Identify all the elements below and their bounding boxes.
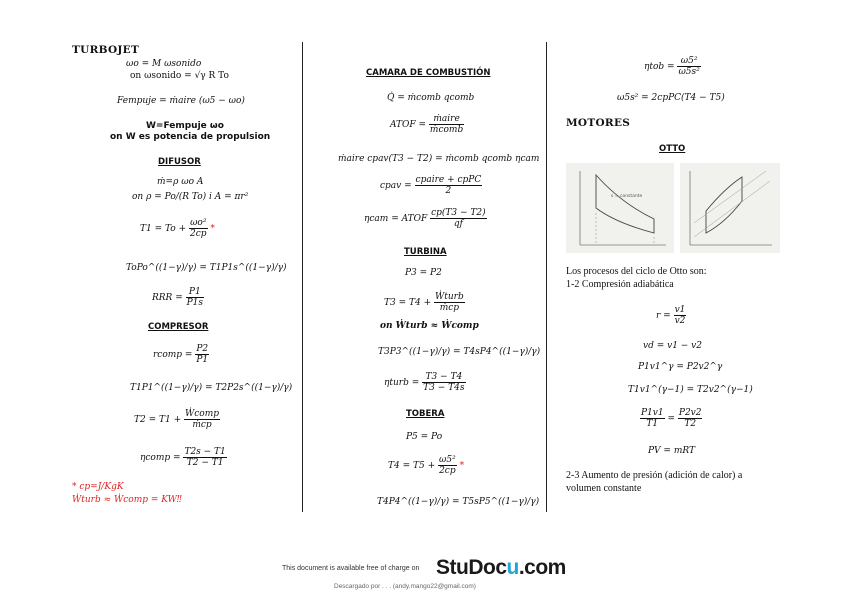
equation: T2 = T1 + $\frac{\text{Ẇcomp}}{\text{ṁcp}}$ [134,409,220,430]
equation: ηcam = ATOF $\frac{cp(T3 - T2)}{qf}$ [364,208,486,229]
section-heading-otto: OTTO [659,144,686,154]
equation: vd = v1 − v2 [643,341,702,351]
footer-availability-text: This document is available free of charge on [282,565,420,572]
equation: T1P1^((1−γ)/γ) = T2P2s^((1−γ)/γ) [130,383,293,393]
equation: T1 = To + $\frac{\text{ωo²}}{2cp}$ * [140,218,215,239]
equation: r = $\frac{v1}{v2}$ [656,305,686,326]
column-divider-2 [546,42,547,512]
equation: P1v1^γ = P2v2^γ [638,362,723,372]
equation: on ωsonido = √γ R To [130,71,229,81]
equation: ηtob = $\frac{\text{ω5²}}{\text{ω5s²}}$ [644,56,700,77]
equation: T3 = T4 + $\frac{\text{Ẇturb}}{\text{ṁcp}}$ [384,292,464,313]
equation: ATOF = $\frac{\text{ṁaire}}{\text{ṁcomb}}$ [390,114,464,135]
section-heading-compresor: COMPRESOR [148,322,209,332]
paragraph: volumen constante [566,483,642,494]
column-divider-1 [302,42,303,512]
equation: ωo = M ωsonido [126,59,202,69]
equation: cpav = $\frac{\text{cpaire + cpPC}}{2}$ [380,175,482,196]
equation: Q̇ = ṁcomb qcomb [387,93,475,103]
footer-download-text: Descargado por . . . (andy.mango22@gmail.com) [334,583,476,590]
paragraph: 1-2 Compresión adiabática [566,279,674,290]
equation: on ρ = Po/(R To) i A = πr² [132,192,249,202]
section-heading-tobera: TOBERA [406,409,445,419]
equation: PV = mRT [648,446,695,456]
motores-title: MOTORES [566,117,631,129]
paragraph: Los procesos del ciclo de Otto son: [566,266,707,277]
note-cp-units: * cp=J/KgK [72,482,124,492]
equation: T3P3^((1−γ)/γ) = T4sP4^((1−γ)/γ) [378,347,541,357]
equation: $\frac{P1v1}{T1}$ = $\frac{P2v2}{T2}$ [641,408,702,429]
section-heading-camara: CAMARA DE COMBUSTIÓN [366,68,491,78]
otto-ts-diagram [680,163,780,253]
equation: ω5s² = 2cpPC(T4 − T5) [617,93,725,103]
equation: Fempuje = ṁaire (ω5 − ωo) [117,96,245,106]
section-heading-difusor: DIFUSOR [158,157,201,167]
turbojet-title: TURBOJET [72,44,140,56]
otto-pv-diagram [566,163,674,253]
equation: P5 = Po [406,432,443,442]
equation: W=Fempuje ωo [146,121,224,131]
equation: ṁaire cpav(T3 − T2) = ṁcomb qcomb ηcam [338,154,540,164]
equation: on Ẇturb ≈ Ẇcomp [380,321,479,331]
equation: RRR = $\frac{P1}{P1s}$ [152,287,204,308]
paragraph: 2-3 Aumento de presión (adición de calor) a [566,470,743,481]
graph-label: s = constante [611,194,643,199]
equation: ηturb = $\frac{T3 - T4}{T3 - T4s}$ [384,372,465,393]
equation: ṁ=ρ ωo A [157,177,204,187]
equation-note: on W es potencia de propulsion [110,132,271,142]
section-heading-turbina: TURBINA [404,247,447,257]
equation: ηcomp = $\frac{T2s - T1}{T2 - T1}$ [140,447,226,468]
equation: T4 = T5 + $\frac{\text{ω5²}}{2cp}$ * [388,455,465,476]
note-power-units: Ẇturb ≈ Ẇcomp = KW‼ [72,495,182,505]
equation: T4P4^((1−γ)/γ) = T5sP5^((1−γ)/γ) [377,497,540,507]
studocu-logo[interactable]: StuDocu.com [436,556,566,579]
equation: rcomp = $\frac{P2}{P1}$ [153,344,209,365]
equation: T1v1^(γ−1) = T2v2^(γ−1) [628,385,753,395]
equation: ToPo^((1−γ)/γ) = T1P1s^((1−γ)/γ) [126,263,287,273]
equation: P3 = P2 [405,268,442,278]
